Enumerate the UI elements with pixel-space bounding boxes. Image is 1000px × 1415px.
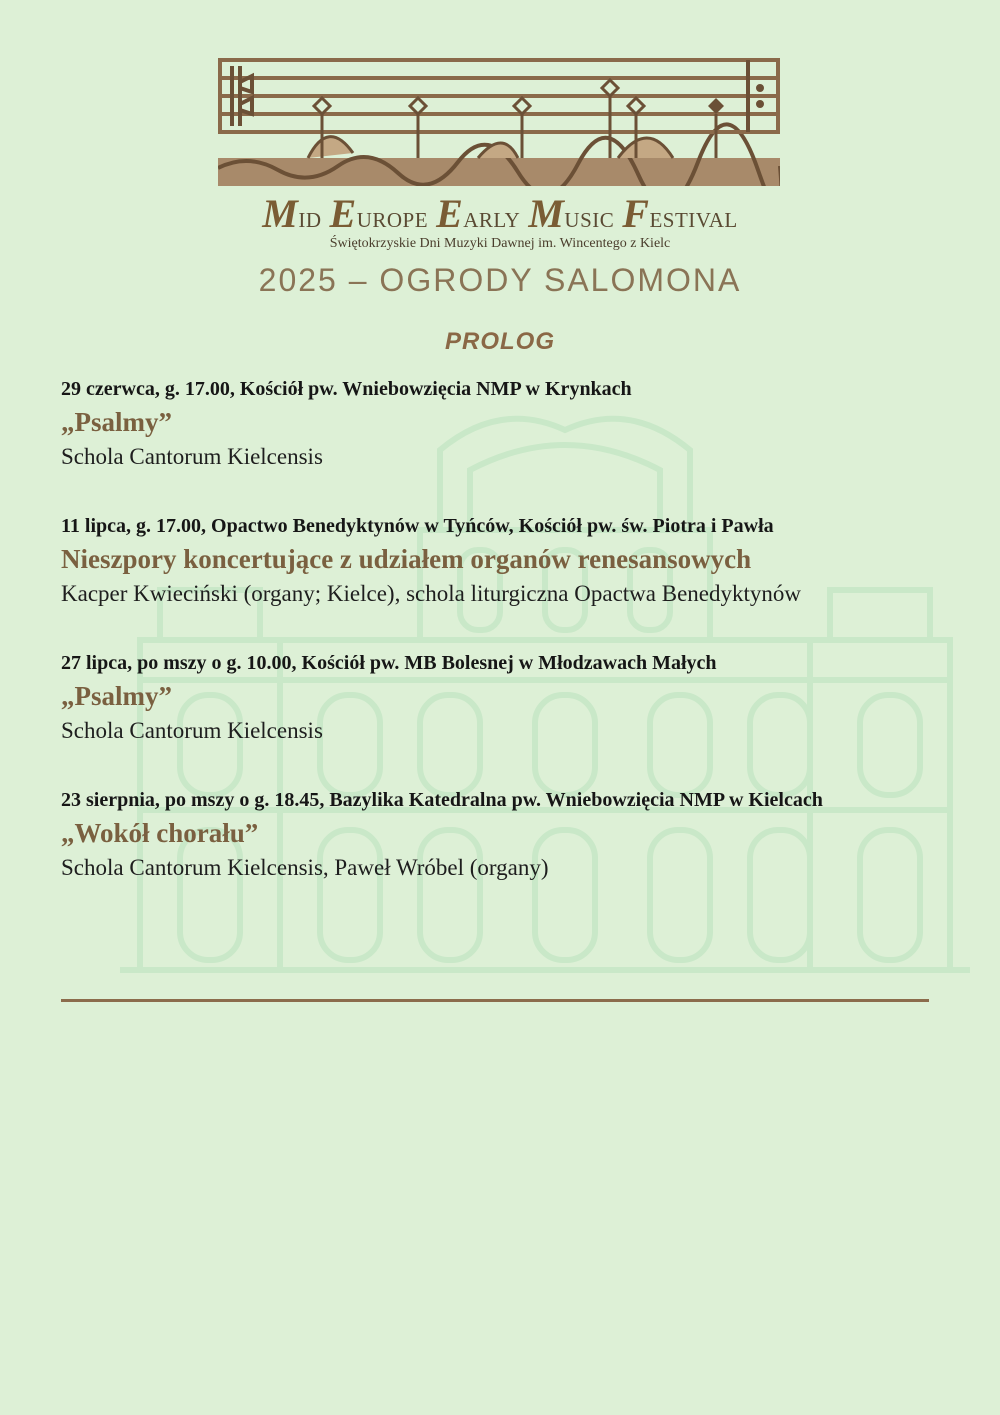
- event-date-venue: 29 czerwca, g. 17.00, Kościół pw. Wniebowzięcia NMP w Krynkach: [61, 378, 632, 400]
- event-date-venue: 11 lipca, g. 17.00, Opactwo Benedyktynów w Tyńców, Kościół pw. św. Piotra i Pawła: [61, 515, 774, 537]
- festival-year-line: 2025 – OGRODY SALOMONA: [258, 262, 742, 298]
- event-title: „Wokół chorału”: [61, 818, 259, 848]
- event-date-venue: 27 lipca, po mszy o g. 10.00, Kościół pw. MB Bolesnej w Młodzawach Małych: [61, 652, 717, 674]
- title-part-2: Europe: [329, 191, 437, 236]
- event-list: [61, 376, 941, 924]
- event-item: [61, 787, 941, 884]
- section-divider: [61, 999, 929, 1002]
- title-part-1: Mid: [262, 191, 330, 236]
- event-item: [61, 650, 941, 747]
- event-date-venue: 23 sierpnia, po mszy o g. 18.45, Bazylika Katedralna pw. Wniebowzięcia NMP w Kielcach: [61, 789, 823, 811]
- festival-subtitle: Świętokrzyskie Dni Muzyki Dawnej im. Wincentego z Kielc: [329, 236, 671, 251]
- title-part-4: Music: [528, 191, 623, 236]
- event-performers: Schola Cantorum Kielcensis: [61, 444, 323, 469]
- festival-title: [0, 190, 1000, 237]
- event-performers: Kacper Kwieciński (organy; Kielce), schola liturgiczna Opactwa Benedyktynów: [61, 581, 802, 606]
- section-title: PROLOG: [444, 328, 555, 355]
- event-item: [61, 376, 941, 473]
- title-part-5: Festival: [622, 191, 738, 236]
- event-performers: Schola Cantorum Kielcensis: [61, 718, 323, 743]
- event-title: Nieszpory koncertujące z udziałem organów renesansowych: [61, 544, 752, 574]
- event-item: [61, 513, 941, 610]
- event-title: „Psalmy”: [61, 681, 172, 711]
- title-part-3: Early: [436, 191, 529, 236]
- event-performers: Schola Cantorum Kielcensis, Paweł Wróbel (organy): [61, 855, 549, 880]
- music-staff-logo-icon: [218, 58, 780, 186]
- event-title: „Psalmy”: [61, 407, 172, 437]
